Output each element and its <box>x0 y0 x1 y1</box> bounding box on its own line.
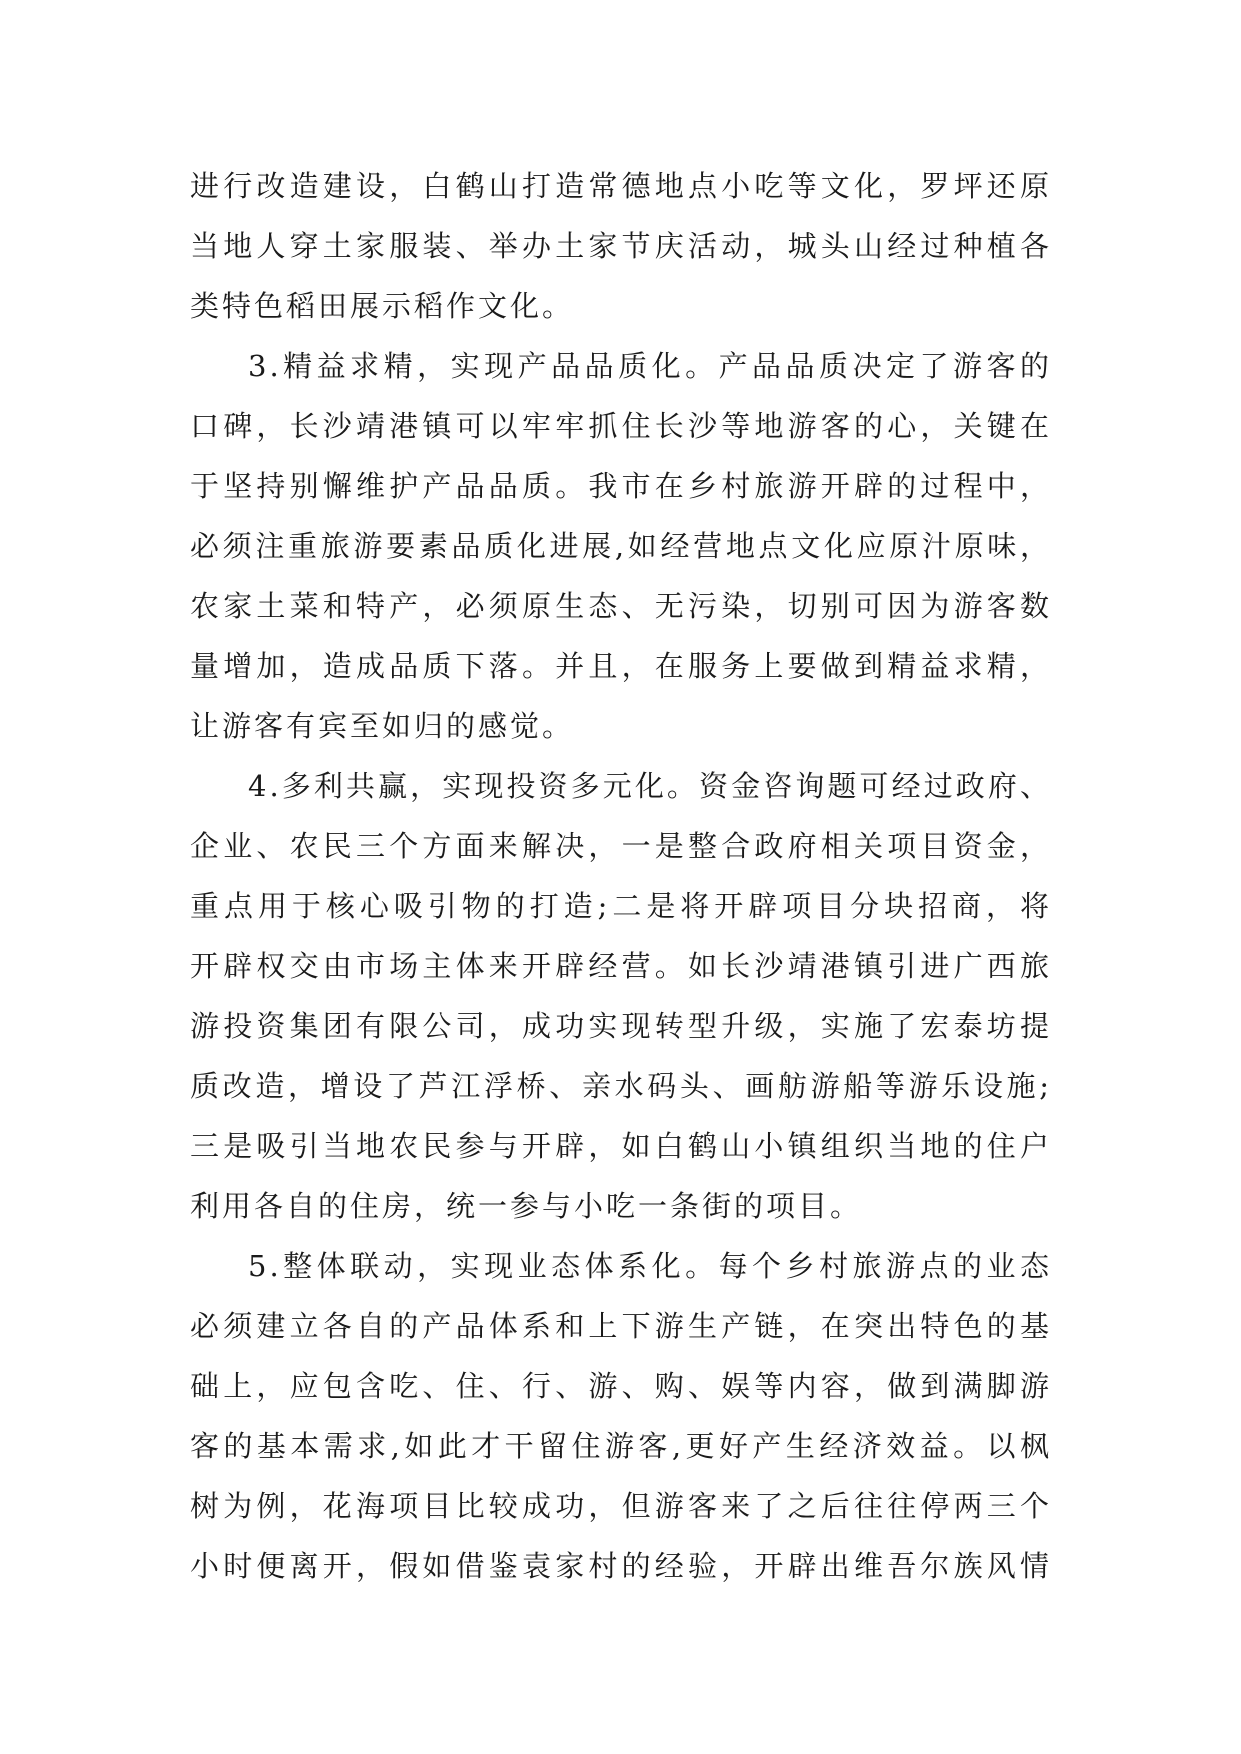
text-line: 让游客有宾至如归的感觉。 <box>190 709 575 743</box>
text-line: 当地人穿土家服装、举办土家节庆活动，城头山经过种植各 <box>190 229 1052 263</box>
text-line: 进行改造建设，白鹤山打造常德地点小吃等文化，罗坪还原 <box>190 169 1052 203</box>
text-line: 必须注重旅游要素品质化进展,如经营地点文化应原汁原味， <box>190 529 1052 563</box>
text-line: 客的基本需求,如此才干留住游客,更好产生经济效益。以枫 <box>190 1429 1052 1463</box>
text-line: 小时便离开，假如借鉴袁家村的经验，开辟出维吾尔族风情 <box>190 1549 1052 1583</box>
text-line: 企业、农民三个方面来解决，一是整合政府相关项目资金， <box>190 829 1052 863</box>
text-line: 必须建立各自的产品体系和上下游生产链，在突出特色的基 <box>190 1309 1052 1343</box>
text-line: 农家土菜和特产，必须原生态、无污染，切别可因为游客数 <box>190 589 1052 623</box>
text-line: 础上，应包含吃、住、行、游、购、娱等内容，做到满脚游 <box>190 1369 1052 1403</box>
text-line: 质改造，增设了芦江浮桥、亲水码头、画舫游船等游乐设施; <box>190 1069 1052 1103</box>
text-line: 三是吸引当地农民参与开辟，如白鹤山小镇组织当地的住户 <box>190 1129 1052 1163</box>
text-line: 类特色稻田展示稻作文化。 <box>190 289 575 323</box>
text-line: 游投资集团有限公司，成功实现转型升级，实施了宏泰坊提 <box>190 1009 1052 1043</box>
text-line: 树为例，花海项目比较成功，但游客来了之后往往停两三个 <box>190 1489 1052 1523</box>
text-line: 利用各自的住房，统一参与小吃一条街的项目。 <box>190 1189 863 1223</box>
text-line: 于坚持别懈维护产品品质。我市在乡村旅游开辟的过程中， <box>190 469 1052 503</box>
text-line: 重点用于核心吸引物的打造;二是将开辟项目分块招商，将 <box>190 889 1052 923</box>
document-body <box>190 156 1052 1596</box>
text-line: 口碑，长沙靖港镇可以牢牢抓住长沙等地游客的心，关键在 <box>190 409 1052 443</box>
text-line: 量增加，造成品质下落。并且，在服务上要做到精益求精， <box>190 649 1052 683</box>
text-line: 5.整体联动，实现业态体系化。每个乡村旅游点的业态 <box>248 1249 1052 1283</box>
text-line: 4.多利共赢，实现投资多元化。资金咨询题可经过政府、 <box>248 769 1052 803</box>
text-line: 3.精益求精，实现产品品质化。产品品质决定了游客的 <box>248 349 1052 383</box>
text-line: 开辟权交由市场主体来开辟经营。如长沙靖港镇引进广西旅 <box>190 949 1052 983</box>
